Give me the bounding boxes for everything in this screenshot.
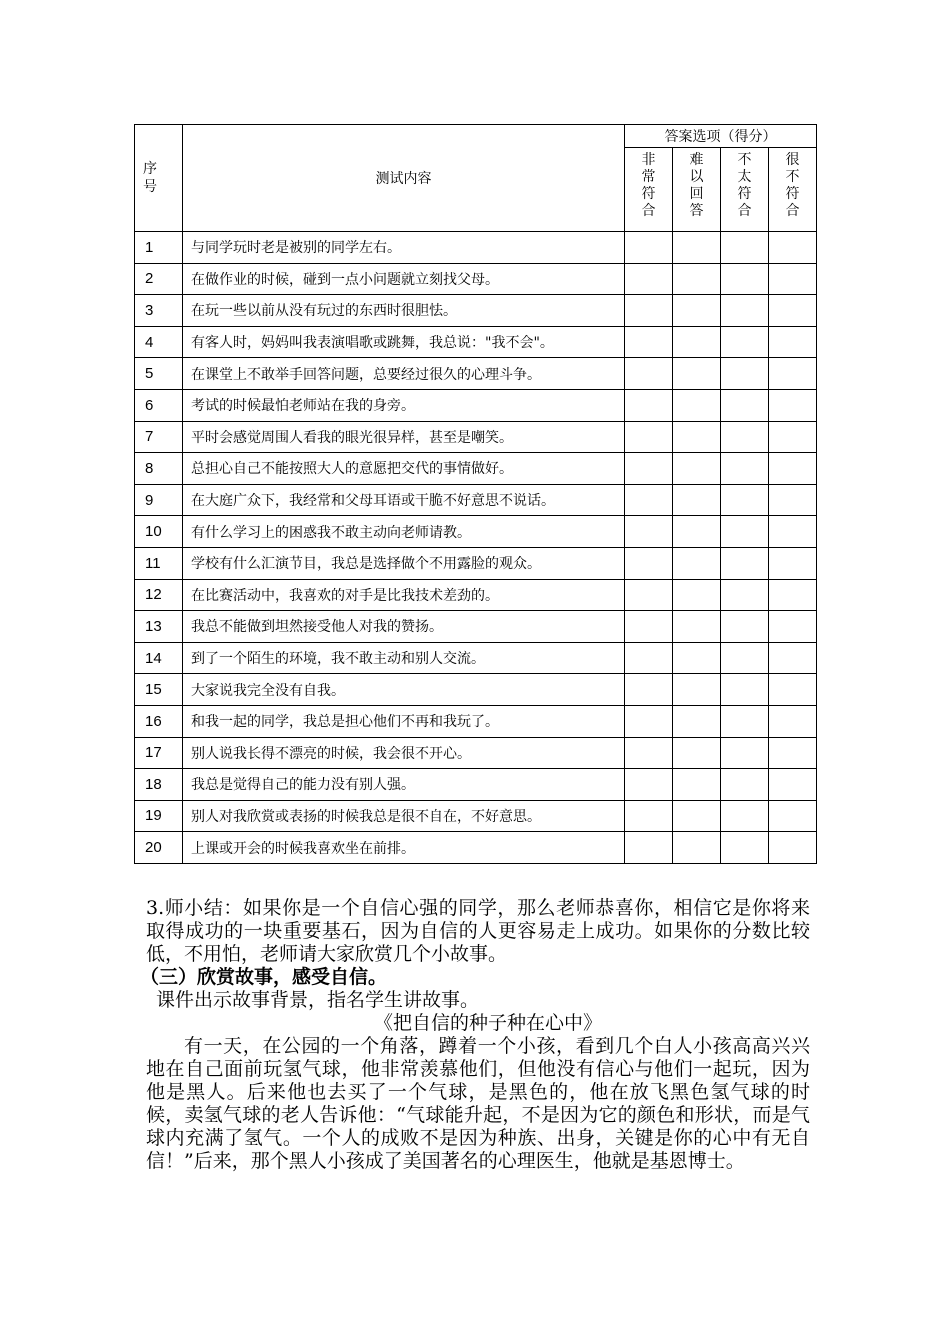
row-number: 8 — [135, 453, 183, 485]
answer-cell[interactable] — [673, 705, 721, 737]
answer-cell[interactable] — [721, 263, 769, 295]
header-option-1: 非常符合 — [625, 148, 673, 232]
answer-cell[interactable] — [769, 674, 817, 706]
header-seq: 序号 — [135, 125, 183, 232]
question-text: 平时会感觉周围人看我的眼光很异样，甚至是嘲笑。 — [183, 421, 625, 453]
row-number: 13 — [135, 611, 183, 643]
answer-cell[interactable] — [769, 832, 817, 864]
table-row — [135, 642, 817, 674]
self-confidence-survey-table — [134, 124, 817, 864]
answer-cell[interactable] — [625, 705, 673, 737]
header-option-4: 很不符合 — [769, 148, 817, 232]
story-title: 《把自信的种子种在心中》 — [373, 1012, 602, 1034]
row-number: 4 — [135, 326, 183, 358]
row-number: 12 — [135, 579, 183, 611]
answer-cell[interactable] — [769, 547, 817, 579]
question-text: 有客人时，妈妈叫我表演唱歌或跳舞，我总说："我不会"。 — [183, 326, 625, 358]
answer-cell[interactable] — [673, 516, 721, 548]
answer-cell[interactable] — [721, 326, 769, 358]
question-text: 大家说我完全没有自我。 — [183, 674, 625, 706]
answer-cell[interactable] — [769, 389, 817, 421]
answer-cell[interactable] — [673, 611, 721, 643]
answer-cell[interactable] — [625, 453, 673, 485]
row-number: 14 — [135, 642, 183, 674]
answer-cell[interactable] — [625, 611, 673, 643]
answer-cell[interactable] — [721, 832, 769, 864]
answer-cell[interactable] — [721, 579, 769, 611]
table-row — [135, 737, 817, 769]
answer-cell[interactable] — [625, 832, 673, 864]
row-number: 7 — [135, 421, 183, 453]
answer-cell[interactable] — [721, 769, 769, 801]
table-row — [135, 547, 817, 579]
answer-cell[interactable] — [673, 800, 721, 832]
row-number: 10 — [135, 516, 183, 548]
answer-cell[interactable] — [769, 516, 817, 548]
question-text: 在玩一些以前从没有玩过的东西时很胆怯。 — [183, 295, 625, 327]
question-text: 到了一个陌生的环境，我不敢主动和别人交流。 — [183, 642, 625, 674]
question-text: 考试的时候最怕老师站在我的身旁。 — [183, 389, 625, 421]
answer-cell[interactable] — [625, 642, 673, 674]
answer-cell[interactable] — [721, 547, 769, 579]
row-number: 2 — [135, 263, 183, 295]
header-answer-options: 答案选项（得分） — [625, 125, 817, 148]
answer-cell[interactable] — [721, 516, 769, 548]
row-number: 1 — [135, 232, 183, 264]
table-row — [135, 295, 817, 327]
table-row — [135, 326, 817, 358]
answer-cell[interactable] — [673, 358, 721, 390]
answer-cell[interactable] — [721, 705, 769, 737]
answer-cell[interactable] — [721, 800, 769, 832]
header-content: 测试内容 — [183, 125, 625, 232]
row-number: 3 — [135, 295, 183, 327]
answer-cell[interactable] — [673, 737, 721, 769]
answer-cell[interactable] — [625, 674, 673, 706]
answer-cell[interactable] — [769, 705, 817, 737]
row-number: 11 — [135, 547, 183, 579]
row-number: 17 — [135, 737, 183, 769]
answer-cell[interactable] — [721, 611, 769, 643]
answer-cell[interactable] — [625, 326, 673, 358]
question-text: 在比赛活动中，我喜欢的对手是比我技术差劲的。 — [183, 579, 625, 611]
answer-cell[interactable] — [673, 674, 721, 706]
question-text: 我总不能做到坦然接受他人对我的赞扬。 — [183, 611, 625, 643]
row-number: 18 — [135, 769, 183, 801]
row-number: 5 — [135, 358, 183, 390]
body-text — [140, 897, 810, 1173]
answer-cell[interactable] — [673, 263, 721, 295]
table-row — [135, 453, 817, 485]
row-number: 16 — [135, 705, 183, 737]
answer-cell[interactable] — [673, 832, 721, 864]
story-paragraph: 有一天，在公园的一个角落，蹲着一个小孩，看到几个白人小孩高高兴兴地在自己面前玩氢气球，他非常羡慕他们，但他没有信心与他们一起玩，因为他是黑人。后来他也去买了一个气球，是黑色的，他在放飞黑色氢气球的时候，卖氢气球的老人告诉他：“气球能升起，不是因为它的颜色和形状，而是气球内充满了氢气。一个人的成败不是因为种族、出身，关键是你的心中有无自信！”后来，那个黑人小孩成了美国著名的心理医生，他就是基恩博士。 — [146, 1035, 810, 1172]
answer-cell[interactable] — [625, 800, 673, 832]
answer-cell[interactable] — [721, 358, 769, 390]
answer-cell[interactable] — [769, 326, 817, 358]
row-number: 19 — [135, 800, 183, 832]
question-text: 和我一起的同学，我总是担心他们不再和我玩了。 — [183, 705, 625, 737]
table-row — [135, 484, 817, 516]
question-text: 与同学玩时老是被别的同学左右。 — [183, 232, 625, 264]
table-row — [135, 516, 817, 548]
answer-cell[interactable] — [769, 611, 817, 643]
answer-cell[interactable] — [721, 642, 769, 674]
question-text: 总担心自己不能按照大人的意愿把交代的事情做好。 — [183, 453, 625, 485]
question-text: 有什么学习上的困惑我不敢主动向老师请教。 — [183, 516, 625, 548]
row-number: 6 — [135, 389, 183, 421]
row-number: 9 — [135, 484, 183, 516]
answer-cell[interactable] — [769, 453, 817, 485]
question-text: 上课或开会的时候我喜欢坐在前排。 — [183, 832, 625, 864]
answer-cell[interactable] — [769, 737, 817, 769]
teacher-summary: 3.师小结：如果你是一个自信心强的同学，那么老师恭喜你，相信它是你将来取得成功的一块重要基石，因为自信的人更容易走上成功。如果你的分数比较低，不用怕，老师请大家欣赏几个小故事。 — [146, 897, 810, 965]
answer-cell[interactable] — [625, 421, 673, 453]
answer-cell[interactable] — [673, 389, 721, 421]
instruction: 课件出示故事背景，指名学生讲故事。 — [156, 989, 480, 1011]
row-number: 15 — [135, 674, 183, 706]
answer-cell[interactable] — [625, 358, 673, 390]
header-option-3: 不太符合 — [721, 148, 769, 232]
answer-cell[interactable] — [673, 579, 721, 611]
table-row — [135, 832, 817, 864]
answer-cell[interactable] — [673, 547, 721, 579]
answer-cell[interactable] — [625, 547, 673, 579]
answer-cell[interactable] — [625, 295, 673, 327]
answer-cell[interactable] — [625, 389, 673, 421]
answer-cell[interactable] — [673, 769, 721, 801]
answer-cell[interactable] — [625, 232, 673, 264]
table-row — [135, 358, 817, 390]
answer-cell[interactable] — [625, 737, 673, 769]
table-row — [135, 800, 817, 832]
answer-cell[interactable] — [769, 769, 817, 801]
answer-cell[interactable] — [769, 358, 817, 390]
answer-cell[interactable] — [721, 232, 769, 264]
answer-cell[interactable] — [769, 800, 817, 832]
table-row — [135, 611, 817, 643]
answer-cell[interactable] — [625, 263, 673, 295]
answer-cell[interactable] — [625, 484, 673, 516]
answer-cell[interactable] — [721, 737, 769, 769]
answer-cell[interactable] — [721, 389, 769, 421]
row-number: 20 — [135, 832, 183, 864]
answer-cell[interactable] — [769, 295, 817, 327]
answer-cell[interactable] — [673, 326, 721, 358]
question-text: 在做作业的时候，碰到一点小问题就立刻找父母。 — [183, 263, 625, 295]
answer-cell[interactable] — [625, 769, 673, 801]
answer-cell[interactable] — [769, 421, 817, 453]
answer-cell[interactable] — [721, 484, 769, 516]
answer-cell[interactable] — [625, 579, 673, 611]
answer-cell[interactable] — [673, 295, 721, 327]
table-row — [135, 263, 817, 295]
table-row — [135, 705, 817, 737]
answer-cell[interactable] — [769, 232, 817, 264]
answer-cell[interactable] — [721, 295, 769, 327]
question-text: 在课堂上不敢举手回答问题，总要经过很久的心理斗争。 — [183, 358, 625, 390]
table-row — [135, 674, 817, 706]
answer-cell[interactable] — [721, 453, 769, 485]
question-text: 别人对我欣赏或表扬的时候我总是很不自在，不好意思。 — [183, 800, 625, 832]
answer-cell[interactable] — [769, 484, 817, 516]
section-heading: （三）欣赏故事，感受自信。 — [140, 966, 388, 988]
answer-cell[interactable] — [673, 484, 721, 516]
table-row — [135, 389, 817, 421]
header-option-2: 难以回答 — [673, 148, 721, 232]
answer-cell[interactable] — [673, 421, 721, 453]
answer-cell[interactable] — [625, 516, 673, 548]
question-text: 别人说我长得不漂亮的时候，我会很不开心。 — [183, 737, 625, 769]
answer-cell[interactable] — [721, 421, 769, 453]
answer-cell[interactable] — [673, 642, 721, 674]
answer-cell[interactable] — [673, 232, 721, 264]
question-text: 学校有什么汇演节目，我总是选择做个不用露脸的观众。 — [183, 547, 625, 579]
table-row — [135, 421, 817, 453]
answer-cell[interactable] — [769, 263, 817, 295]
question-text: 我总是觉得自己的能力没有别人强。 — [183, 769, 625, 801]
answer-cell[interactable] — [721, 674, 769, 706]
answer-cell[interactable] — [769, 642, 817, 674]
table-row — [135, 232, 817, 264]
answer-cell[interactable] — [673, 453, 721, 485]
table-row — [135, 769, 817, 801]
answer-cell[interactable] — [769, 579, 817, 611]
question-text: 在大庭广众下，我经常和父母耳语或干脆不好意思不说话。 — [183, 484, 625, 516]
table-row — [135, 579, 817, 611]
